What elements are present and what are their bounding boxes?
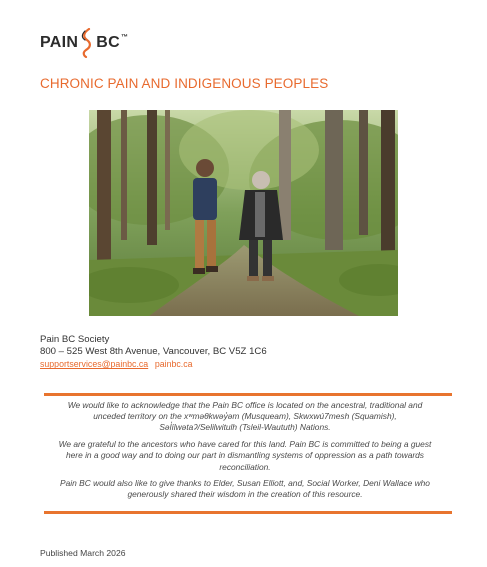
top-divider xyxy=(44,393,452,396)
contact-links xyxy=(40,358,267,371)
street-address: 800 – 525 West 8th Avenue, Vancouver, BC V5Z 1C6 xyxy=(40,346,267,358)
organization-name: Pain BC Society xyxy=(40,334,110,345)
ack-paragraph-2: We are grateful to the ancestors who have cared for this land. Pain BC is committed to being a guest here in a good way and to doing our part in dismantling systems of oppression as a path towards reconciliation. xyxy=(58,439,432,472)
contact-block xyxy=(40,334,267,372)
forest-path-image xyxy=(89,110,398,316)
logo-trademark: ™ xyxy=(120,33,128,41)
land-acknowledgement xyxy=(50,400,440,506)
ack-paragraph-3: Pain BC would also like to give thanks to Elder, Susan Elliott, and, Social Worker, Deni Wallace who generously shared their wisdom in the creation of this resource. xyxy=(60,478,430,500)
page-title: CHRONIC PAIN AND INDIGENOUS PEOPLES xyxy=(40,76,329,91)
logo-word-bc: BC xyxy=(96,34,120,51)
bottom-divider xyxy=(44,511,452,514)
logo-word-pain: PAIN xyxy=(40,34,79,51)
email-link[interactable]: supportservices@painbc.ca xyxy=(40,359,149,370)
spine-icon xyxy=(80,28,94,58)
forest-photo xyxy=(89,110,398,316)
website-link[interactable]: painbc.ca xyxy=(154,359,193,370)
pain-bc-logo xyxy=(40,28,128,58)
ack-paragraph-1: We would like to acknowledge that the Pain BC office is located on the ancestral, traditional and unceded territory on the xʷməθkwəy̓əm (Musqueam), Skwxwú7mesh (Squamish), Səl̓ílwətaʔ/Selilwitulh (Tsleil-Waututh) Nations. xyxy=(67,400,423,433)
published-date: Published March 2026 xyxy=(40,548,126,558)
